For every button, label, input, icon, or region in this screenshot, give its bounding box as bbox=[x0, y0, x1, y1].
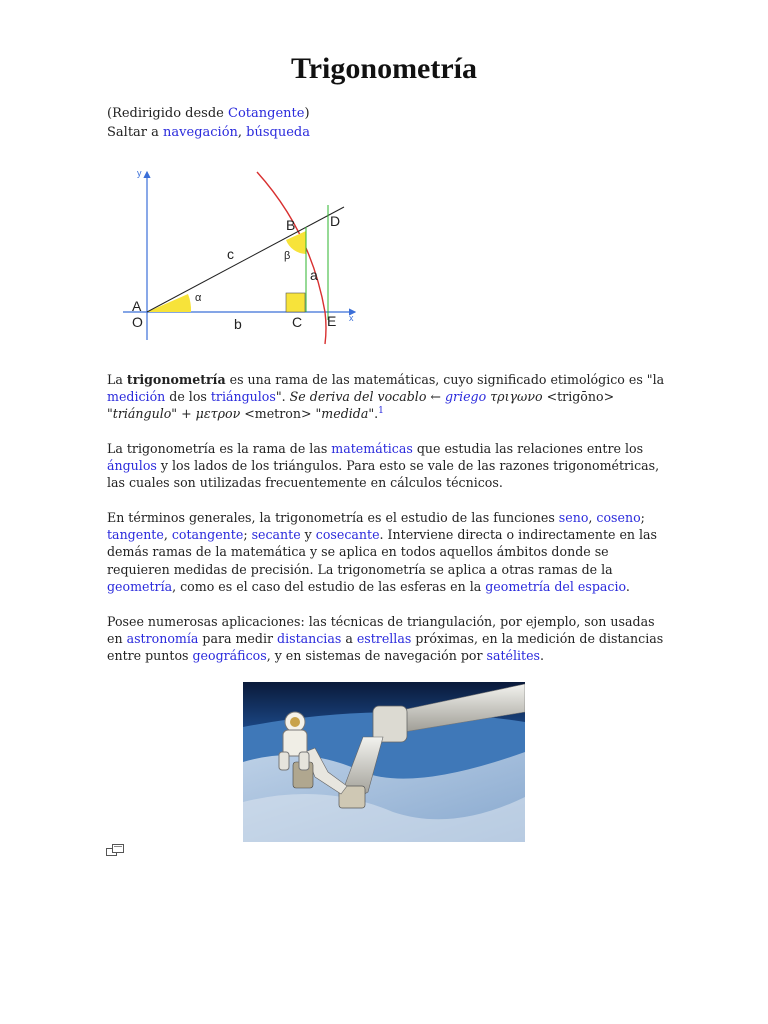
link-geometria-espacio[interactable]: geometría del espacio bbox=[485, 578, 626, 594]
link-triangulos[interactable]: triángulos bbox=[210, 389, 276, 405]
trig-diagram bbox=[115, 160, 365, 345]
label-beta: β bbox=[284, 250, 291, 262]
link-secante[interactable]: secante bbox=[251, 527, 301, 543]
hypotenuse-line bbox=[147, 207, 344, 312]
page-title: Trigonometría bbox=[290, 52, 478, 85]
label-B: B bbox=[286, 217, 296, 233]
angle-alpha-wedge bbox=[147, 294, 191, 312]
axis-x-label: x bbox=[349, 313, 354, 323]
label-alpha: α bbox=[195, 292, 202, 304]
link-distancias[interactable]: distancias bbox=[277, 631, 342, 647]
paragraph-4: Posee numerosas aplicaciones: las técnicas de triangulación, por ejemplo, son usadas en astronomía para medir distancias a estrellas próximas, en la medición de distancias entre puntos geográficos, y en sistemas de navegación por satélites. bbox=[107, 614, 664, 664]
link-satelites[interactable]: satélites bbox=[486, 648, 541, 664]
right-angle-square bbox=[286, 293, 305, 312]
redirect-note: (Redirigido desde Cotangente) bbox=[107, 106, 310, 121]
link-medicion[interactable]: medición bbox=[107, 389, 166, 405]
label-E: E bbox=[327, 313, 337, 329]
link-geograficos[interactable]: geográficos bbox=[192, 648, 267, 664]
link-matematicas[interactable]: matemáticas bbox=[331, 441, 413, 456]
link-navegacion[interactable]: navegación bbox=[163, 125, 238, 140]
label-c: c bbox=[227, 246, 234, 262]
link-cotangente[interactable]: Cotangente bbox=[228, 106, 305, 121]
link-angulos[interactable]: ángulos bbox=[107, 458, 157, 474]
link-geometria[interactable]: geometría bbox=[107, 578, 173, 594]
paragraph-2: La trigonometría es la rama de las matemáticas que estudia las relaciones entre los ángulos y los lados de los triángulos. Para esto se vale de las razones trigonométricas, las cuales son utilizadas frecuentemente en cálculos técnicos. bbox=[107, 441, 660, 491]
label-b: b bbox=[234, 316, 242, 332]
link-tangente[interactable]: tangente bbox=[107, 527, 164, 543]
link-cotangente-2[interactable]: cotangente bbox=[171, 527, 244, 543]
label-C: C bbox=[292, 314, 303, 330]
link-astronomia[interactable]: astronomía bbox=[126, 631, 199, 647]
footnote-1[interactable]: 1 bbox=[378, 406, 384, 417]
label-D: D bbox=[330, 213, 341, 229]
label-O: O bbox=[132, 314, 143, 330]
label-A: A bbox=[132, 298, 142, 314]
link-seno[interactable]: seno bbox=[558, 510, 589, 525]
link-griego[interactable]: griego bbox=[444, 389, 487, 405]
link-estrellas[interactable]: estrellas bbox=[356, 631, 412, 647]
link-cosecante[interactable]: cosecante bbox=[315, 527, 380, 543]
astronaut-photo[interactable] bbox=[243, 682, 525, 842]
link-busqueda[interactable]: búsqueda bbox=[246, 125, 310, 140]
label-a: a bbox=[310, 267, 318, 283]
jump-links: Saltar a navegación, búsqueda bbox=[107, 125, 310, 140]
paragraph-3: En términos generales, la trigonometría es el estudio de las funciones seno, coseno; tangente, cotangente; secante y cosecante. Interviene directa o indirectamente en las demás ramas de la matemática y se aplica en todos aquellos ámbitos donde se requieren medidas de precisión. La trigonometría se aplica a otras ramas de la geometría, como es el caso del estudio de las esferas en la geometría del espacio. bbox=[107, 510, 658, 594]
gallery-icon[interactable] bbox=[106, 843, 126, 857]
link-coseno[interactable]: coseno bbox=[596, 510, 641, 525]
axis-y-label: y bbox=[137, 168, 142, 178]
astronaut-photo-drawing bbox=[243, 682, 525, 842]
paragraph-1: La trigonometría es una rama de las matemáticas, cuyo significado etimológico es "la medición de los triángulos". Se deriva del vocablo ← griego τριγωνο <trigōno> "triángulo" + μετρον <metron> "medida".$^1$ bbox=[107, 372, 665, 422]
